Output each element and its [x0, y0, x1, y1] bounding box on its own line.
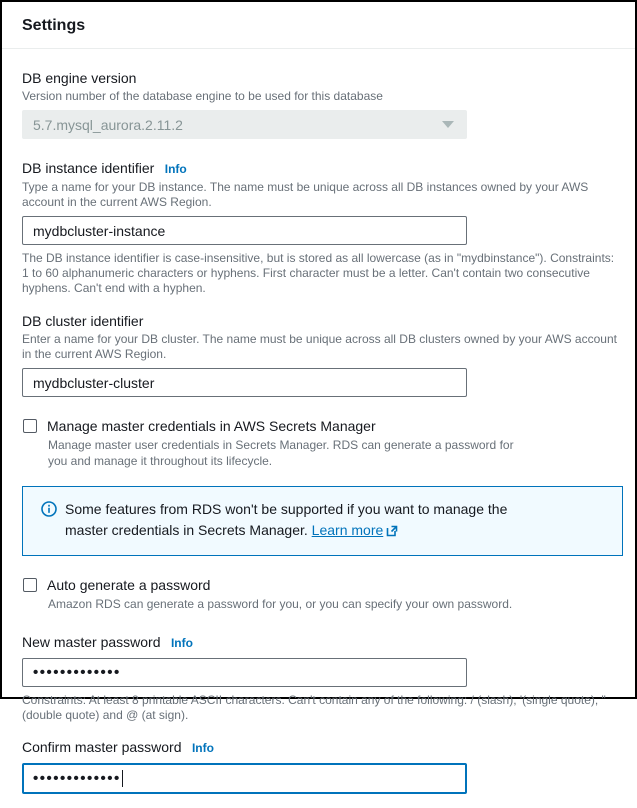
db-instance-identifier-info-link[interactable]: Info [164, 162, 187, 176]
db-cluster-identifier-description: Enter a name for your DB cluster. The name must be unique across all DB clusters owned by your AWS account in the current AWS Region. [22, 332, 617, 361]
new-master-password-constraints: Constraints: At least 8 printable ASCII characters. Can't contain any of the following: / (slash), '(single quote), "(double quote) and @ (at sign). [22, 693, 606, 722]
external-link-icon [386, 525, 398, 537]
db-cluster-identifier-input[interactable] [22, 368, 467, 397]
manage-credentials-group [22, 417, 620, 469]
alert-message [65, 499, 525, 541]
info-circle-icon [41, 501, 57, 517]
learn-more-link[interactable]: Learn more [312, 522, 399, 538]
db-engine-version-description: Version number of the database engine to be used for this database [22, 89, 383, 103]
db-engine-version-label: DB engine version [22, 70, 137, 86]
db-cluster-identifier-label: DB cluster identifier [22, 313, 144, 329]
auto-generate-password-label[interactable]: Auto generate a password [47, 577, 211, 593]
settings-form [2, 49, 635, 808]
new-master-password-label: New master password [22, 634, 161, 650]
db-engine-version-value: 5.7.mysql_aurora.2.11.2 [33, 116, 183, 133]
auto-password-group [22, 576, 620, 612]
new-master-password-group [22, 633, 620, 723]
confirm-master-password-value: ••••••••••••• [33, 770, 121, 787]
db-instance-identifier-hint: The DB instance identifier is case-insensitive, but is stored as all lowercase (as in "mydbinstance"). Constraints: 1 to 60 alphanumeric characters or hyphens. First character must be a letter. Can't contain two consecutive hyphens. Can't end with a hyphen. [22, 251, 615, 295]
confirm-master-password-label: Confirm master password [22, 739, 182, 755]
settings-header [2, 2, 635, 49]
manage-credentials-description: Manage master user credentials in Secrets Manager. RDS can generate a password for you and manage it throughout its lifecycle. [48, 438, 514, 468]
db-instance-identifier-label: DB instance identifier [22, 160, 155, 176]
db-instance-identifier-input[interactable] [22, 216, 467, 245]
confirm-master-password-info-link[interactable]: Info [191, 741, 214, 755]
page-title: Settings [22, 17, 86, 34]
new-master-password-input[interactable] [22, 658, 467, 687]
db-engine-version-group [22, 69, 620, 139]
db-engine-version-select[interactable] [22, 110, 467, 139]
db-cluster-identifier-group [22, 312, 620, 397]
auto-password-description: Amazon RDS can generate a password for you, or you can specify your own password. [48, 597, 513, 611]
db-instance-identifier-group [22, 159, 620, 296]
db-instance-identifier-description: Type a name for your DB instance. The name must be unique across all DB instances owned by your AWS account in the current AWS Region. [22, 180, 589, 209]
info-alert [22, 486, 623, 556]
alert-text: Some features from RDS won't be supported if you want to manage the master credentials in Secrets Manager. [65, 501, 508, 538]
new-master-password-info-link[interactable]: Info [170, 636, 193, 650]
confirm-master-password-group [22, 738, 620, 794]
text-cursor [122, 770, 123, 787]
chevron-down-icon [442, 121, 454, 128]
manage-credentials-label[interactable]: Manage master credentials in AWS Secrets Manager [47, 418, 376, 434]
manage-credentials-checkbox[interactable] [23, 419, 37, 433]
confirm-master-password-input[interactable] [22, 763, 467, 794]
auto-generate-password-checkbox[interactable] [23, 578, 37, 592]
